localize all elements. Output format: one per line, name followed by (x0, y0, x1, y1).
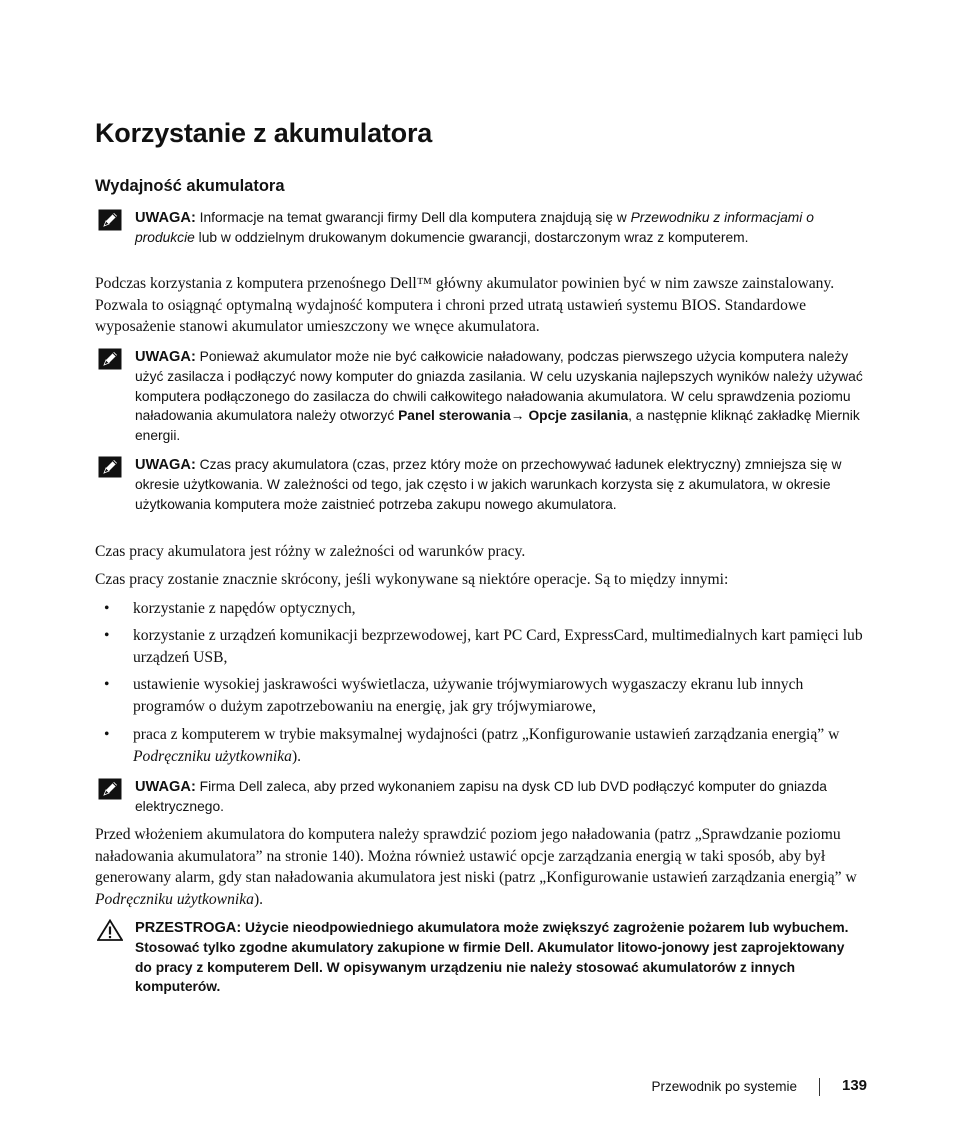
bullet-icon: • (104, 627, 110, 644)
note-pencil-icon (98, 348, 122, 370)
note-text: Firma Dell zaleca, aby przed wykonaniem zapisu na dysk CD lub DVD podłączyć komputer do gniazda elektrycznego. (135, 779, 827, 815)
list-item-text: ustawienie wysokiej jaskrawości wyświetlacza, używanie trójwymiarowych wygaszaczy ekranu lub innych programów o dużym zapotrzebowaniu na energię, jak gry trójwymiarowe, (133, 676, 804, 715)
footer-divider (819, 1078, 820, 1096)
note-doc-reference: Przewodniku z informacjami o produkcie (135, 210, 814, 246)
caution-text: Użycie nieodpowiedniego akumulatora może zwiększyć zagrożenie pożarem lub wybuchem. Stosować tylko zgodne akumulatory zakupione w firmie Dell. Akumulator litowo-jonowy jest zaprojektowany do pracy z komputerem Dell. W opisywanym urządzeniu nie należy stosować akumulatorów z innych komputerów. (135, 920, 849, 995)
note-first-use (95, 347, 865, 445)
bullet-icon: • (104, 726, 110, 743)
user-guide-reference: Podręczniku użytkownika (133, 747, 292, 765)
list-item-text: korzystanie z urządzeń komunikacji bezprzewodowej, kart PC Card, ExpressCard, multimedialnych kart pamięci lub urządzeń USB, (133, 627, 863, 666)
note-text: Ponieważ akumulator może nie być całkowicie naładowany, podczas pierwszego użycia komputera należy użyć zasilacza i podłączyć nowy komputer do gniazda zasilania. W celu uzyskania najlepszych wyników należy używać komputera podłączonego do zasilacza do chwili całkowitego naładowania akumulatora. W celu sprawdzenia poziomu naładowania akumulatora należy otworzyć (135, 349, 863, 424)
caution-box (95, 918, 865, 997)
list-item (95, 724, 865, 767)
note-text: lub w oddzielnym drukowanym dokumencie gwarancji, dostarczonym wraz z komputerem. (194, 230, 749, 246)
note-battery-life (95, 455, 865, 514)
note-text: Czas pracy akumulatora (czas, przez który może on przechowywać ładunek elektryczny) zmniejsza się w okresie użytkowania. W zależności od tego, jak często i w jakich warunkach korzysta się z akumulatora, w okresie użytkowania komputera może zaistnieć potrzeba zakupu nowego akumulatora. (135, 457, 842, 512)
note-label: UWAGA: (135, 210, 196, 226)
list-item-text: korzystanie z napędów optycznych, (133, 600, 356, 617)
bullet-icon: • (104, 676, 110, 693)
page-title: Korzystanie z akumulatora (95, 118, 433, 148)
list-item (95, 674, 865, 717)
note-pencil-icon (98, 456, 122, 478)
user-guide-reference: Podręczniku użytkownika (95, 890, 254, 908)
footer-title: Przewodnik po systemie (651, 1079, 797, 1094)
bullet-icon: • (104, 600, 110, 617)
caution-label: PRZESTROGA: (135, 920, 242, 936)
note-label: UWAGA: (135, 779, 196, 795)
page-number: 139 (842, 1077, 868, 1094)
note-pencil-icon (98, 778, 122, 800)
paragraph-before-insert (95, 824, 865, 910)
page-footer (0, 1076, 954, 1100)
note-text: Informacje na temat gwarancji firmy Dell dla komputera znajdują się w (195, 210, 631, 225)
paragraph-text: ). (253, 890, 264, 908)
warning-triangle-icon (97, 919, 123, 941)
list-item-text: ). (291, 747, 302, 765)
paragraph-operations: Czas pracy zostanie znacznie skrócony, jeśli wykonywane są niektóre operacje. Są to między innymi: (95, 571, 729, 588)
note-text: , a następnie kliknąć zakładkę Miernik energii. (135, 408, 860, 443)
paragraph-intro: Podczas korzystania z komputera przenośnego Dell™ główny akumulator powinien być w nim zawsze zainstalowany. Pozwala to osiągnąć optymalną wydajność komputera i chroni przed utratą ustawień systemu BIOS. Standardowe wyposażenie stanowi akumulator umieszczony we wnęce akumulatora. (95, 275, 835, 335)
power-options-path: Opcje zasilania (528, 408, 629, 424)
note-cd-dvd (95, 777, 865, 817)
control-panel-path: Panel sterowania (398, 408, 511, 424)
paragraph-runtime: Czas pracy akumulatora jest różny w zależności od warunków pracy. (95, 543, 526, 560)
note-label: UWAGA: (135, 349, 196, 365)
list-item-text: praca z komputerem w trybie maksymalnej wydajności (patrz „Konfigurowanie ustawień zarządzania energią” w (133, 726, 840, 743)
section-heading: Wydajność akumulatora (95, 177, 285, 195)
note-pencil-icon (98, 209, 122, 231)
path-arrow: → (510, 408, 529, 424)
note-label: UWAGA: (135, 457, 196, 473)
paragraph-text: Przed włożeniem akumulatora do komputera należy sprawdzić poziom jego naładowania (patrz „Sprawdzanie poziomu naładowania akumulatora” na stronie 140). Można również ustawić opcje zarządzania energią w taki sposób, aby był generowany alarm, gdy stan naładowania akumulatora jest niski (patrz „Konfigurowanie ustawień zarządzania energią” w (95, 826, 857, 886)
note-warranty (95, 208, 865, 248)
list-item (95, 598, 865, 620)
list-item (95, 625, 865, 668)
